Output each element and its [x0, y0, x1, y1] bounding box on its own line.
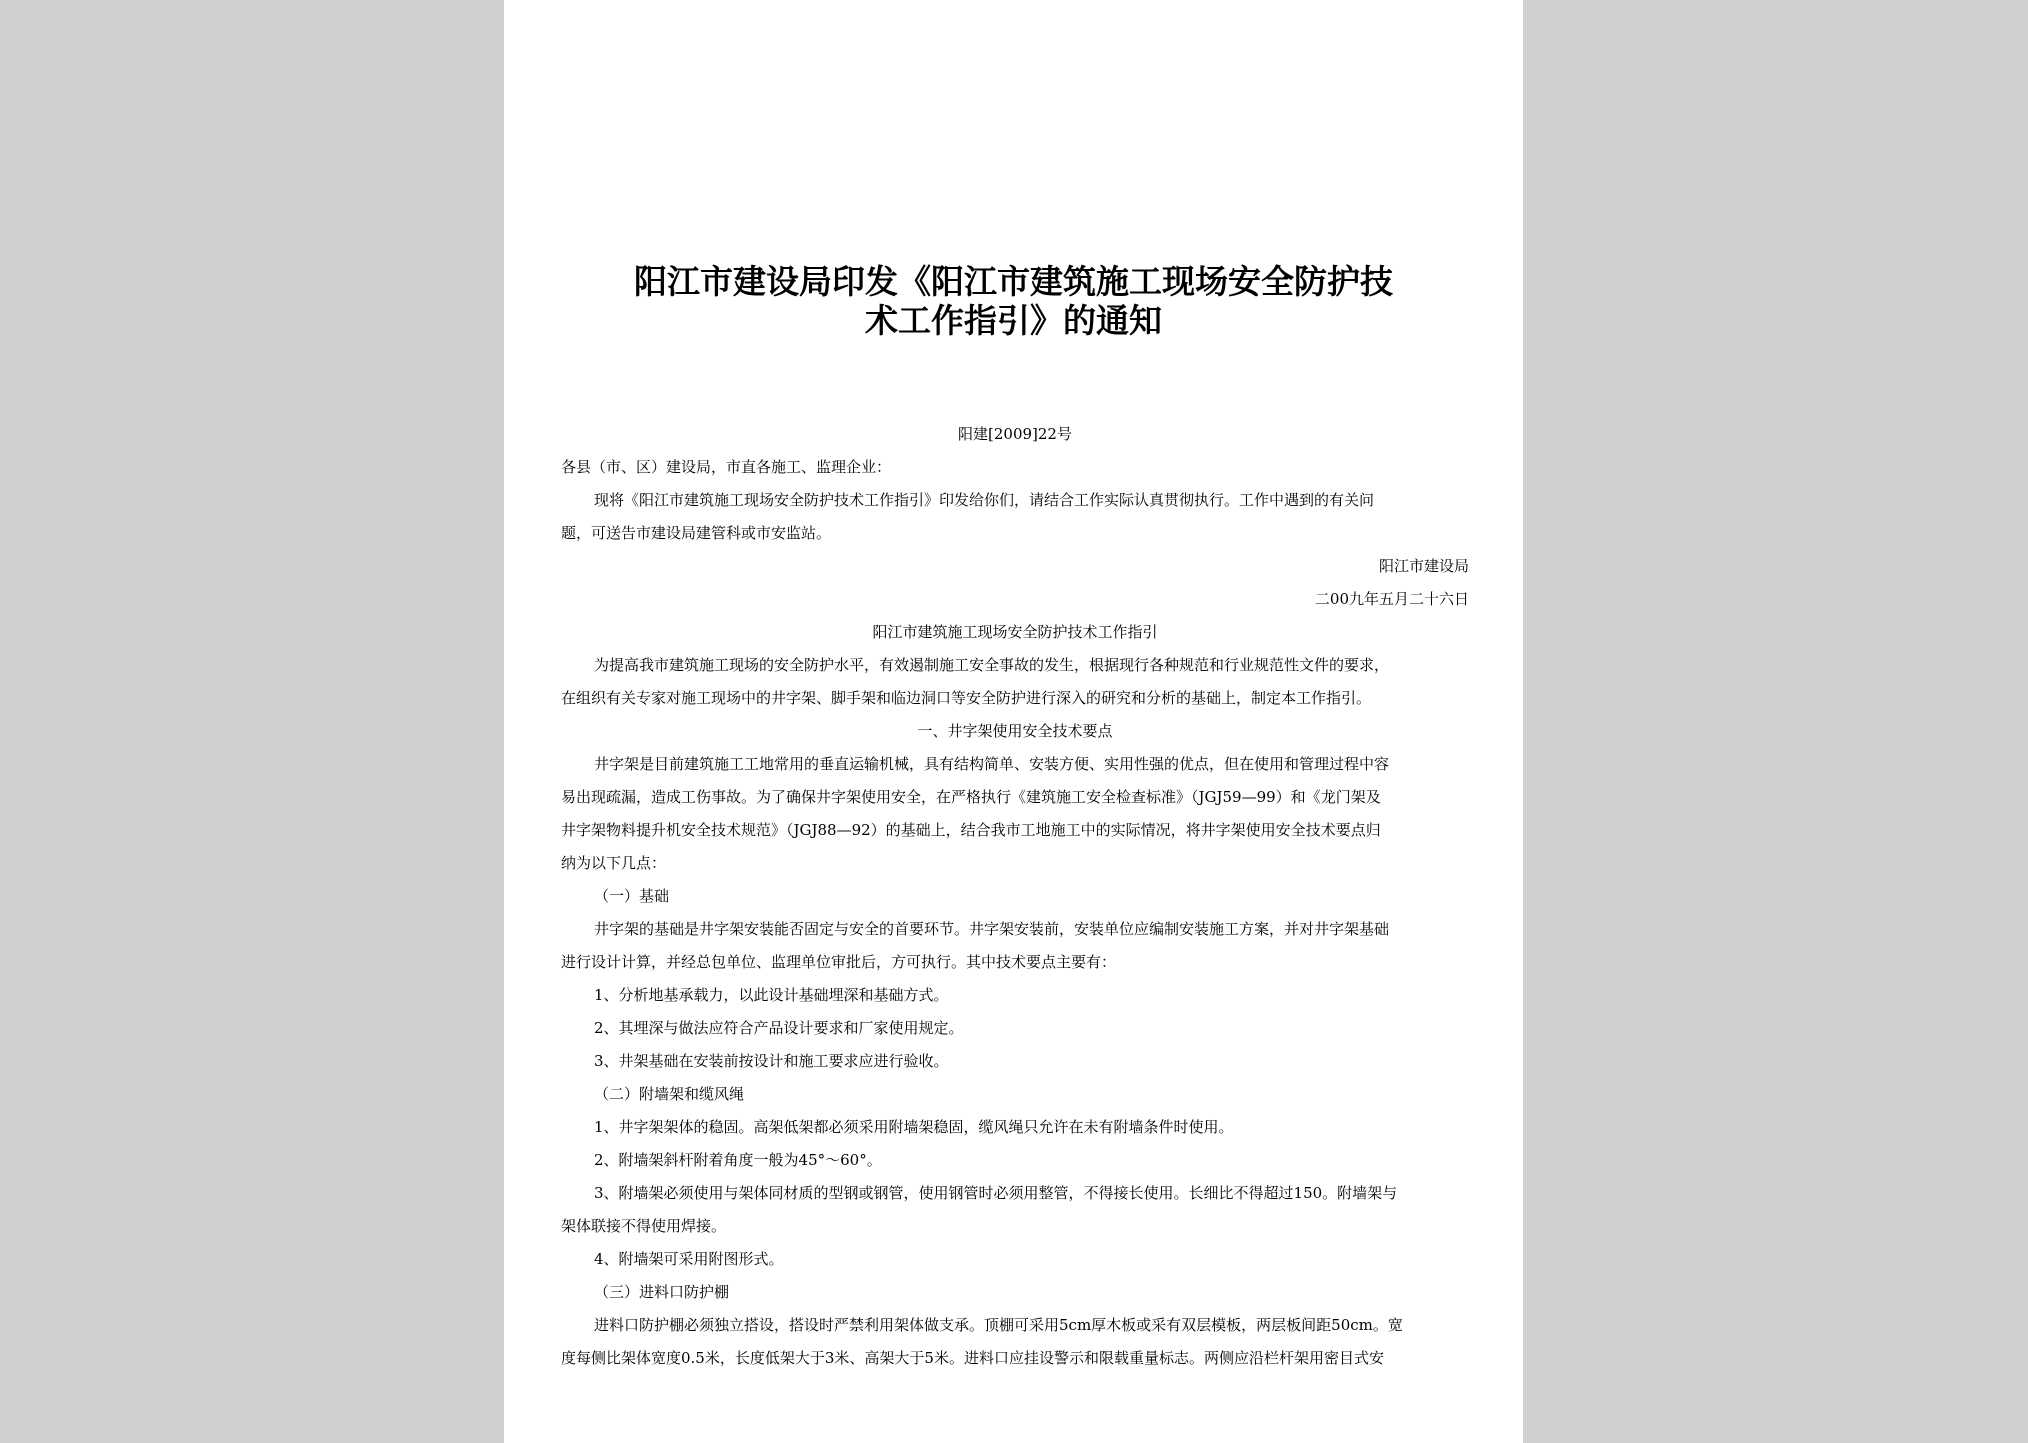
subsection-1-item-1: 1、分析地基承载力，以此设计基础埋深和基础方式。 — [594, 986, 949, 1004]
subsection-3-para-line-2: 度每侧比架体宽度0.5米，长度低架大于3米、高架大于5米。进料口应挂设警示和限载重量标志。两侧应沿栏杆架用密目式安 — [561, 1349, 1384, 1367]
subsection-2-item-3-line-1: 3、附墙架必须使用与架体同材质的型钢或钢管，使用钢管时必须用整管，不得接长使用。长细比不得超过150。附墙架与 — [594, 1184, 1398, 1202]
doc-number: 阳建[2009]22号 — [958, 425, 1072, 443]
title-line-1: 阳江市建设局印发《阳江市建筑施工现场安全防护技 — [634, 262, 1393, 301]
section-1-heading: 一、井字架使用安全技术要点 — [917, 722, 1113, 740]
subsection-1-item-3: 3、井架基础在安装前按设计和施工要求应进行验收。 — [594, 1052, 949, 1070]
subsection-2-item-4: 4、附墙架可采用附图形式。 — [594, 1250, 784, 1268]
subsection-3-para-line-1: 进料口防护棚必须独立搭设，搭设时严禁利用架体做支承。顶棚可采用5cm厚木板或采有双层模板，两层板间距50cm。宽 — [594, 1316, 1403, 1334]
section-1-para-line-1: 井字架是目前建筑施工工地常用的垂直运输机械，具有结构简单、安装方便、实用性强的优点，但在使用和管理过程中容 — [594, 755, 1390, 773]
subsection-2-heading: （二）附墙架和缆风绳 — [594, 1085, 745, 1103]
section-1-para-line-3: 井字架物料提升机安全技术规范》（JGJ88—92）的基础上，结合我市工地施工中的实际情况，将井字架使用安全技术要点归 — [561, 821, 1381, 839]
subsection-1-heading: （一）基础 — [594, 887, 670, 905]
document-page — [504, 0, 1523, 1443]
signature-org: 阳江市建设局 — [1378, 557, 1469, 575]
subsection-1-item-2: 2、其埋深与做法应符合产品设计要求和厂家使用规定。 — [594, 1019, 964, 1037]
subsection-1-para-line-2: 进行设计计算，并经总包单位、监理单位审批后，方可执行。其中技术要点主要有： — [561, 953, 1117, 971]
guide-title: 阳江市建筑施工现场安全防护技术工作指引 — [872, 623, 1158, 641]
subsection-1-para-line-1: 井字架的基础是井字架安装能否固定与安全的首要环节。井字架安装前，安装单位应编制安装施工方案，并对井字架基础 — [594, 920, 1390, 938]
guide-intro-line-2: 在组织有关专家对施工现场中的井字架、脚手架和临边洞口等安全防护进行深入的研究和分析的基础上，制定本工作指引。 — [561, 689, 1372, 707]
section-1-para-line-4: 纳为以下几点： — [561, 854, 667, 872]
document-title — [504, 262, 1523, 340]
guide-intro-line-1: 为提高我市建筑施工现场的安全防护水平，有效遏制施工安全事故的发生，根据现行各种规范和行业规范性文件的要求， — [594, 656, 1390, 674]
intro-line-1: 现将《阳江市建筑施工现场安全防护技术工作指引》印发给你们，请结合工作实际认真贯彻执行。工作中遇到的有关问 — [594, 491, 1375, 509]
title-line-2: 术工作指引》的通知 — [865, 301, 1162, 340]
subsection-2-item-3-line-2: 架体联接不得使用焊接。 — [561, 1217, 727, 1235]
subsection-3-heading: （三）进料口防护棚 — [594, 1283, 730, 1301]
section-1-para-line-2: 易出现疏漏，造成工伤事故。为了确保井字架使用安全，在严格执行《建筑施工安全检查标准》（JGJ59—99）和《龙门架及 — [561, 788, 1381, 806]
subsection-2-item-1: 1、井字架架体的稳固。高架低架都必须采用附墙架稳固，缆风绳只允许在未有附墙条件时使用。 — [594, 1118, 1234, 1136]
intro-line-2: 题，可送告市建设局建管科或市安监站。 — [561, 524, 832, 542]
addressee: 各县（市、区）建设局，市直各施工、监理企业： — [561, 458, 892, 476]
signature-date: 二00九年五月二十六日 — [1314, 590, 1469, 608]
subsection-2-item-2: 2、附墙架斜杆附着角度一般为45°～60°。 — [594, 1151, 882, 1169]
